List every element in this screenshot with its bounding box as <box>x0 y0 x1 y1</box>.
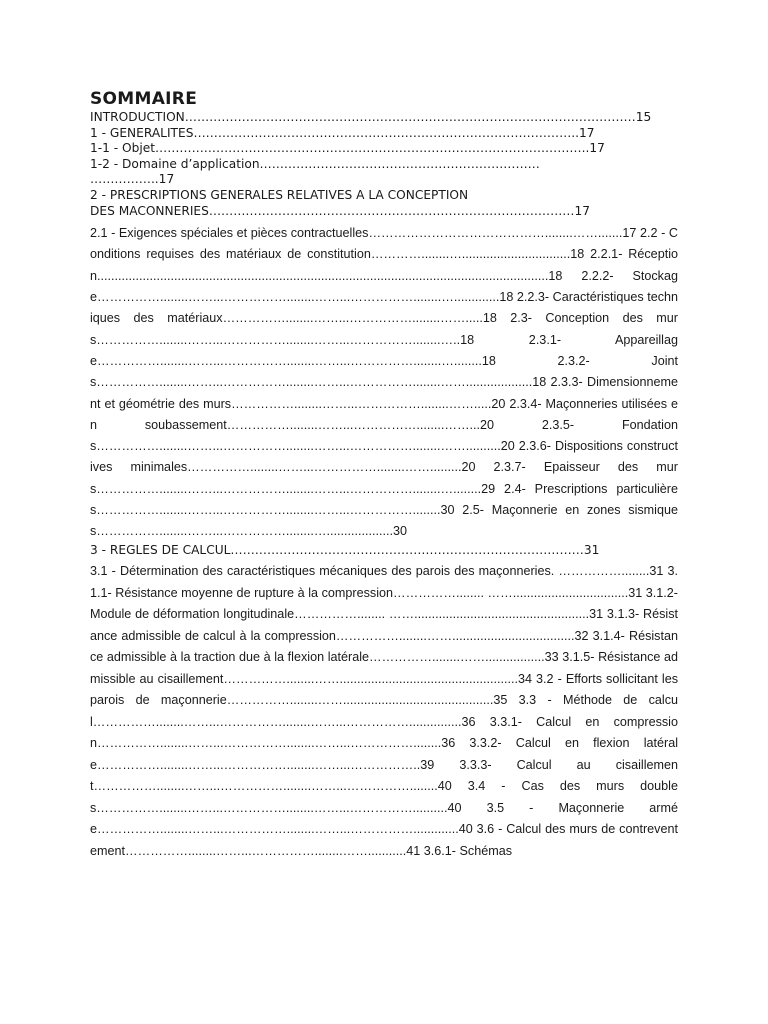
toc-line-objet: 1-1 - Objet……………………………………………………………………………………………..17 <box>90 141 605 156</box>
toc-paragraph-section-3: 3.1 - Détermination des caractéristiques mécaniques des parois des maçonneries. ……………........31 3.1.1- Résistance moyenne de rupture à la compression……………........ …….................................31 3.1.2- Module de déformation longitudinale……………........ ……..................................................31 3.1.3- Résistance admissible de calcul à la compression……………........……...................................32 3.1.4- Résistance admissible à la traction due à la flexion latérale……………........…….................33 3.1.5- Résistance admissible au cisaillement……………........……...................................................34 3.2 - Efforts sollicitant les parois de maçonnerie……………........……...........................................35 3.3 - Méthode de calcul……………........……...……………........……...……………...............36 3.3.1- Calcul en compression……………........……...……………........……...……………........36 3.3.2- Calcul en flexion latérale……………........……...……………........……...……………..39 3.3.3- Calcul au cisaillement……………........……...……………........……...……………........40 3.4 - Cas des murs doubles……………........……...……………........……...……………..........40 3.5 - Maçonnerie armée……………........……...……………........……...…………….............40 3.6 - Calcul des murs de contreventement……………........……...……………........……...........41 3.6.1- Schémas <box>90 564 678 858</box>
toc-line-regles-de-calcul: 3 - REGLES DE CALCUL……………………………………………………………………………31 <box>90 542 600 557</box>
document-page <box>90 88 678 862</box>
toc-line-introduction: INTRODUCTION…………………………………………………………………………………………………15 <box>90 110 652 124</box>
page-title: SOMMAIRE <box>90 89 198 109</box>
toc-line-prescriptions-cont: DES MACONNERIES………………………………………………………………………………17 <box>90 203 591 218</box>
toc-section-headings <box>90 110 678 219</box>
toc-line-generalites: 1 - GENERALITES…………………………………………………………………………………..17 <box>90 125 595 140</box>
toc-line-domaine: 1-2 - Domaine d’application…………………………………………………………… <box>90 156 540 171</box>
toc-paragraph-section-2: 2.1 - Exigences spéciales et pièces contractuelles……………………………………........…….......17 2.2 - Conditions requises des matériaux de constitution…………........…...............................18 2.2.1- Réception.................................................................................................................................18 2.2.2- Stockage……………........……...……………........……...……………........….............18 2.2.3- Caractéristiques techniques des matériaux……………........……...……………........…….....18 2.3- Conception des murs……………........……...……………........……...……………........…..18 2.3.1- Appareillage……………........……...……………........……...……………........…........18 2.3.2- Joints……………........……...……………........……...……………........……...................18 2.3.3- Dimensionnement et géométrie des murs……………........……...……………........…….....20 2.3.4- Maçonneries utilisées en soubassement……………........……...……………........……...20 2.3.5- Fondations……………........……...……………........……...……………........……..........20 2.3.6- Dispositions constructives minimales……………........……...……………........…….........20 2.3.7- Epaisseur des murs……………........……...……………........……...……………........…........29 2.4- Prescriptions particulières……………........……...……………........……...……………........30 2.5- Maçonnerie en zones sismiques……………........……...……………........…...................30 <box>90 226 678 539</box>
toc-line-prescriptions: 2 - PRESCRIPTIONS GENERALES RELATIVES A LA CONCEPTION <box>90 187 469 202</box>
toc-line-domaine-cont: ……………..17 <box>90 172 175 187</box>
